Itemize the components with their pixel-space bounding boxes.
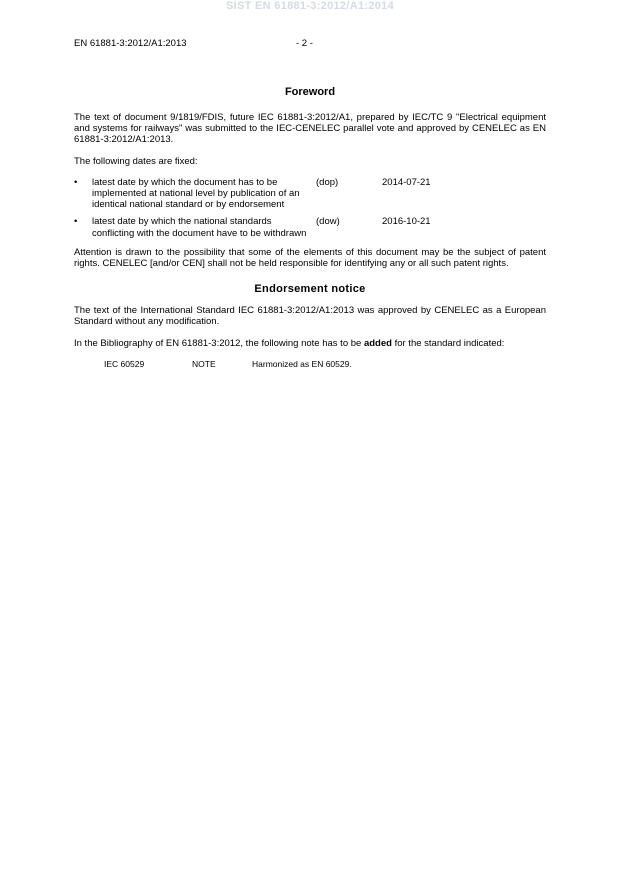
- dates-intro: The following dates are fixed:: [74, 155, 198, 167]
- date-value: 2014-07-21: [382, 176, 431, 188]
- endorsement-title: Endorsement notice: [254, 283, 366, 296]
- note-label: NOTE: [192, 358, 216, 369]
- bullet-icon: •: [74, 216, 78, 228]
- header-doc-id: EN 61881-3:2012/A1:2013: [74, 38, 187, 49]
- bibliography-text-before: In the Bibliography of EN 61881-3:2012, the following note has to be: [74, 337, 364, 349]
- foreword-intro: The text of document 9/1819/FDIS, future IEC 61881-3:2012/A1, prepared by IEC/TC 9 "Electrical equipment and systems for railways" was submitted to the IEC-CENELEC parallel vote and approved by CENELEC as EN 61881-3:2012/A1:2013.: [74, 111, 546, 146]
- foreword-title: Foreword: [284, 86, 336, 98]
- bibliography-text-bold: added: [363, 337, 392, 349]
- note-standard: IEC 60529: [104, 358, 145, 369]
- note-text: Harmonized as EN 60529.: [252, 358, 352, 369]
- header-page-number: - 2 -: [296, 38, 313, 49]
- date-item-dow: [74, 216, 546, 238]
- date-code: (dow): [316, 216, 340, 228]
- attention-paragraph: Attention is drawn to the possibility that some of the elements of this document may be the subject of patent rights. CENELEC [and/or CEN] shall not be held responsible for identifying any or all such patent rights.: [74, 246, 546, 269]
- watermark: SIST EN 61881-3:2012/A1:2014: [226, 0, 394, 12]
- bullet-icon: •: [74, 176, 78, 188]
- endorsement-text: The text of the International Standard IEC 61881-3:2012/A1:2013 was approved by CENELEC as a European Standard without any modification.: [74, 305, 546, 328]
- date-description: latest date by which the national standards conflicting with the document have to be withdrawn: [92, 216, 307, 239]
- date-code: (dop): [316, 176, 339, 188]
- date-value: 2016-10-21: [382, 216, 431, 228]
- date-description: latest date by which the document has to be implemented at national level by publication of an identical national standard or by endorsement: [92, 176, 300, 211]
- date-item-dop: [74, 177, 546, 211]
- dates-list: [74, 177, 546, 239]
- bibliography-text-after: for the standard indicated:: [391, 337, 505, 349]
- page-content: [74, 86, 546, 369]
- bibliography-paragraph: [74, 338, 546, 349]
- bibliography-note: [104, 359, 546, 369]
